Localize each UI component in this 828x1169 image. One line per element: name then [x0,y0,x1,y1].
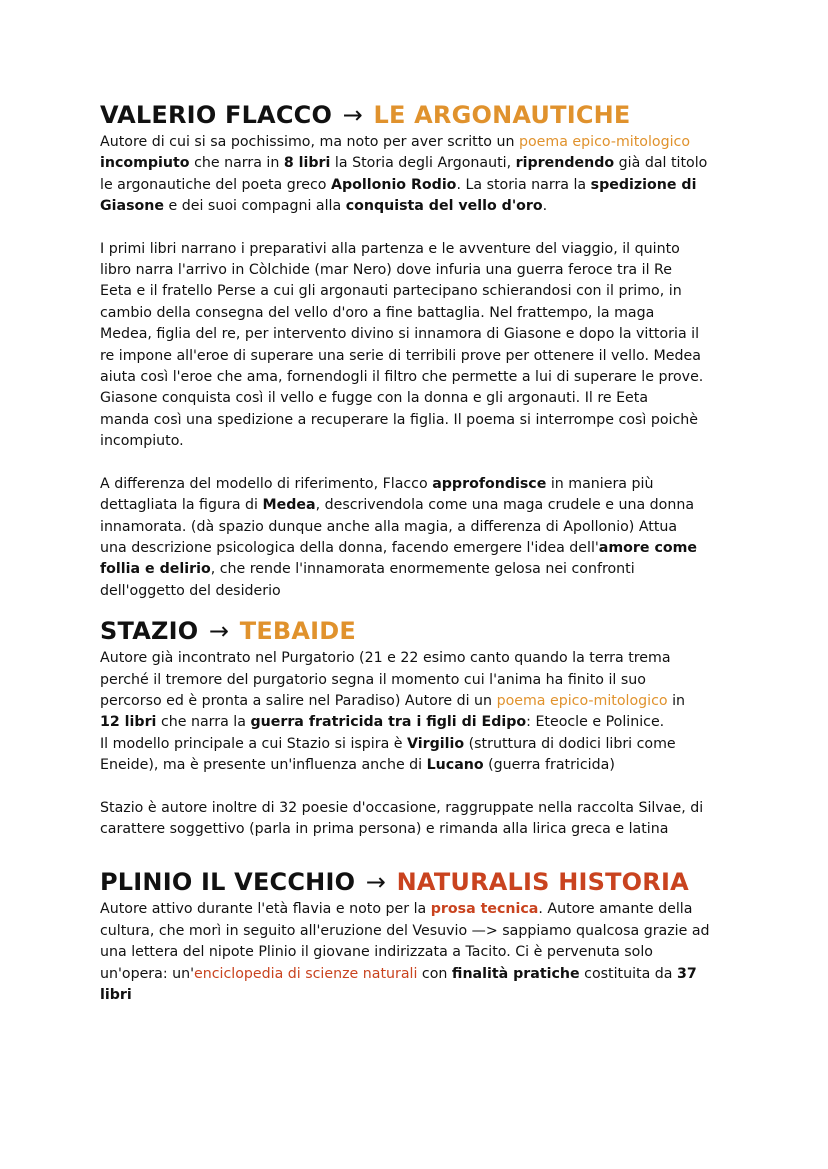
author-name: PLINIO IL VECCHIO [100,868,356,897]
paragraph: Autore già incontrato nel Purgatorio (21 e 22 esimo canto quando la terra trema perché il tremore del purgatorio segna il momento cui l'anima ha finito il suo percorso ed è pronta a salire nel Paradiso) Autore di un poema epico-mitologico in 12 libri che narra la guerra fratricida tra i figli di Edipo: Eteocle e Polinice. Il modello principale a cui Stazio si ispira è Virgilio (struttura di dodici libri come Eneide), ma è presente un'influenza anche di Lucano (guerra fratricida) [100,650,686,774]
emphasis-text: 8 libri [283,155,331,172]
highlight-text: poema epico-mitologico [518,134,691,150]
emphasis-text: libri [100,987,132,1003]
work-title: TEBAIDE [239,617,357,646]
paragraph: Stazio è autore inoltre di 32 poesie d'occasione, raggruppate nella raccolta Silvae, di carattere soggettivo (parla in prima persona) e rimanda alla lirica greca e latina [100,799,704,837]
work-title: LE ARGONAUTICHE [373,101,631,129]
emphasis-text: Lucano [426,757,484,774]
work-title: NATURALIS HISTORIA [396,868,689,897]
section-heading-plinio [100,865,740,899]
emphasis-text: spedizione di [590,176,697,193]
arrow-icon: → [342,101,363,129]
emphasis-text: 37 [677,965,697,982]
emphasis-text: Giasone [100,198,164,215]
paragraph: I primi libri narrano i preparativi alla partenza e le avventure del viaggio, il quinto libro narra l'arrivo in Còlchide (mar Nero) dove infuria una guerra feroce tra il Re Eeta e il fratello Perse a cui gli argonauti partecipano schierandosi con il primo, in cambio della consegna del vello d'oro a fine battaglia. Nel frattempo, la maga Medea, figlia del re, per intervento divino si innamora di Giasone e dopo la vittoria il re impone all'eroe di superare una serie di terribili prove per ottenere il vello. Medea aiuta così l'eroe che ama, fornendogli il filtro che permette a lui di superare le prove. Giasone conquista così il vello e fugge con la donna e gli argonauti. Il re Eeta manda così una spedizione a recuperare la figlia. Il poema si interrompe così poichè incompiuto. [100,240,704,450]
emphasis-text: incompiuto [100,155,190,172]
arrow-icon: → [208,617,230,646]
emphasis-text: riprendendo [515,155,615,172]
author-name: STAZIO [100,617,199,646]
highlight-text: poema epico-mitologico [496,692,668,709]
paragraph: Autore attivo durante l'età flavia e noto per la prosa tecnica. Autore amante della cultura, che morì in seguito all'eruzione del Vesuvio —> sappiamo qualcosa grazie ad una lettera del nipote Plinio il giovane indirizzata a Tacito. Ci è pervenuta solo un'opera: un'enciclopedia di scienze naturali con finalità pratiche costituita da 37 libri [100,901,710,1003]
arrow-icon: → [365,868,387,897]
section-heading-valerio-flacco [100,98,740,132]
emphasis-text: finalità pratiche [451,965,580,982]
highlight-text: enciclopedia di scienze naturali [194,965,418,982]
document-page [100,98,740,1006]
section-heading-stazio [100,614,740,648]
emphasis-text: Medea [262,497,316,514]
emphasis-text: Apollonio Rodio [330,176,457,193]
emphasis-text: approfondisce [432,475,547,492]
emphasis-text: Virgilio [407,735,465,752]
paragraph: Autore di cui si sa pochissimo, ma noto per aver scritto un poema epico-mitologico incompiuto che narra in 8 libri la Storia degli Argonauti, riprendendo già dal titolo le argonautiche del poeta greco Apollonio Rodio. La storia narra la spedizione di Giasone e dei suoi compagni alla conquista del vello d'oro. [100,134,708,215]
paragraph: A differenza del modello di riferimento, Flacco approfondisce in maniera più dettagliata la figura di Medea, descrivendola come una maga crudele e una donna innamorata. (dà spazio dunque anche alla magia, a differenza di Apollonio) Attua una descrizione psicologica della donna, facendo emergere l'idea dell'amore come follia e delirio, che rende l'innamorata enormemente gelosa nei confronti dell'oggetto del desiderio [100,475,698,599]
author-name: VALERIO FLACCO [100,101,333,129]
emphasis-text: conquista del vello d'oro [345,198,543,215]
emphasis-text: amore come [598,539,698,556]
emphasis-text: follia e delirio [100,561,211,578]
highlight-text: prosa tecnica [430,901,539,918]
emphasis-text: 12 libri [100,714,157,731]
emphasis-text: guerra fratricida tra i figli di Edipo [250,714,527,731]
